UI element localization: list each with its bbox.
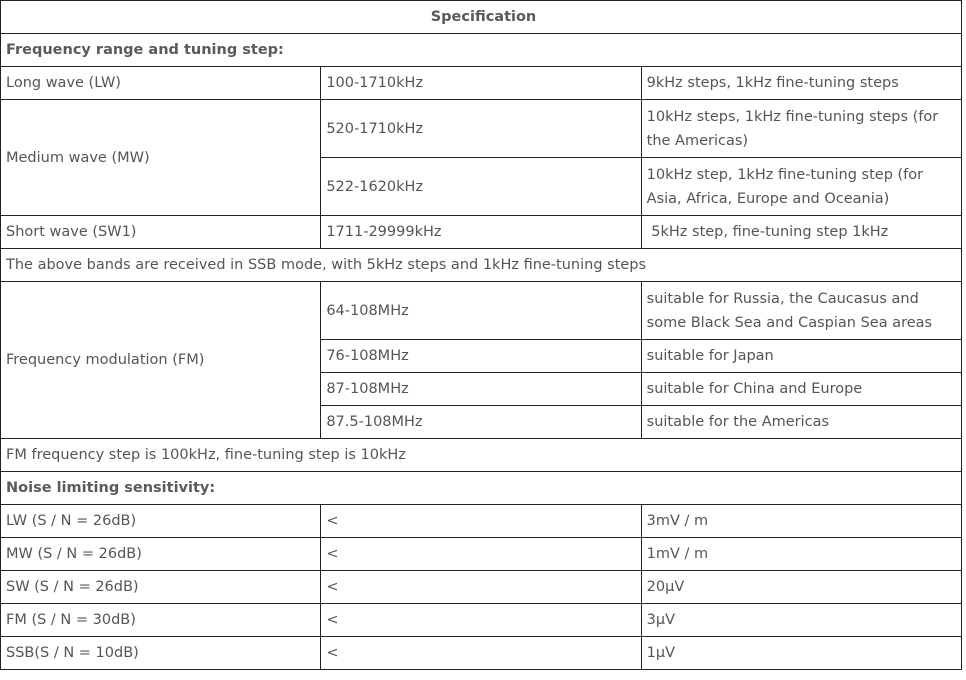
ssb-note: The above bands are received in SSB mode, with 5kHz steps and 1kHz fine-tuning steps (1, 249, 962, 282)
mw-range: 522-1620kHz (321, 158, 641, 216)
table-row (1, 505, 962, 538)
sw-label: Short wave (SW1) (1, 216, 321, 249)
table-row (1, 249, 962, 282)
noise-label: SSB(S / N = 10dB) (1, 637, 321, 670)
fm-note-row: FM frequency step is 100kHz, fine-tuning step is 10kHz (1, 439, 962, 472)
mw-range: 520-1710kHz (321, 100, 641, 158)
fm-note: suitable for Russia, the Caucasus and some Black Sea and Caspian Sea areas (641, 282, 961, 340)
noise-value: 3mV / m (641, 505, 961, 538)
noise-op: < (321, 505, 641, 538)
mw-label: Medium wave (MW) (1, 100, 321, 216)
section-noise: Noise limiting sensitivity: (1, 472, 962, 505)
mw-note: 10kHz steps, 1kHz fine-tuning steps (for the Americas) (641, 100, 961, 158)
fm-note: suitable for the Americas (641, 406, 961, 439)
noise-label: SW (S / N = 26dB) (1, 571, 321, 604)
sw-note: 5kHz step, fine-tuning step 1kHz (641, 216, 961, 249)
fm-label: Frequency modulation (FM) (1, 282, 321, 439)
fm-note: suitable for Japan (641, 340, 961, 373)
table-row (1, 538, 962, 571)
table-row (1, 604, 962, 637)
noise-op: < (321, 538, 641, 571)
table-row (1, 637, 962, 670)
fm-range: 87.5-108MHz (321, 406, 641, 439)
title-row (1, 1, 962, 34)
table-row (1, 282, 962, 340)
lw-range: 100-1710kHz (321, 67, 641, 100)
table-row (1, 67, 962, 100)
fm-range: 87-108MHz (321, 373, 641, 406)
noise-value: 1mV / m (641, 538, 961, 571)
table-row (1, 100, 962, 158)
table-row (1, 439, 962, 472)
section-row (1, 472, 962, 505)
lw-label: Long wave (LW) (1, 67, 321, 100)
section-row (1, 34, 962, 67)
noise-value: 1μV (641, 637, 961, 670)
table-title: Specification (1, 1, 962, 34)
noise-op: < (321, 571, 641, 604)
mw-note: 10kHz step, 1kHz fine-tuning step (for Asia, Africa, Europe and Oceania) (641, 158, 961, 216)
fm-note: suitable for China and Europe (641, 373, 961, 406)
table-row (1, 571, 962, 604)
noise-op: < (321, 637, 641, 670)
table-row (1, 216, 962, 249)
fm-range: 64-108MHz (321, 282, 641, 340)
noise-value: 20μV (641, 571, 961, 604)
noise-op: < (321, 604, 641, 637)
sw-range: 1711-29999kHz (321, 216, 641, 249)
noise-label: MW (S / N = 26dB) (1, 538, 321, 571)
section-frequency: Frequency range and tuning step: (1, 34, 962, 67)
noise-label: LW (S / N = 26dB) (1, 505, 321, 538)
fm-range: 76-108MHz (321, 340, 641, 373)
lw-note: 9kHz steps, 1kHz fine-tuning steps (641, 67, 961, 100)
noise-label: FM (S / N = 30dB) (1, 604, 321, 637)
noise-value: 3μV (641, 604, 961, 637)
